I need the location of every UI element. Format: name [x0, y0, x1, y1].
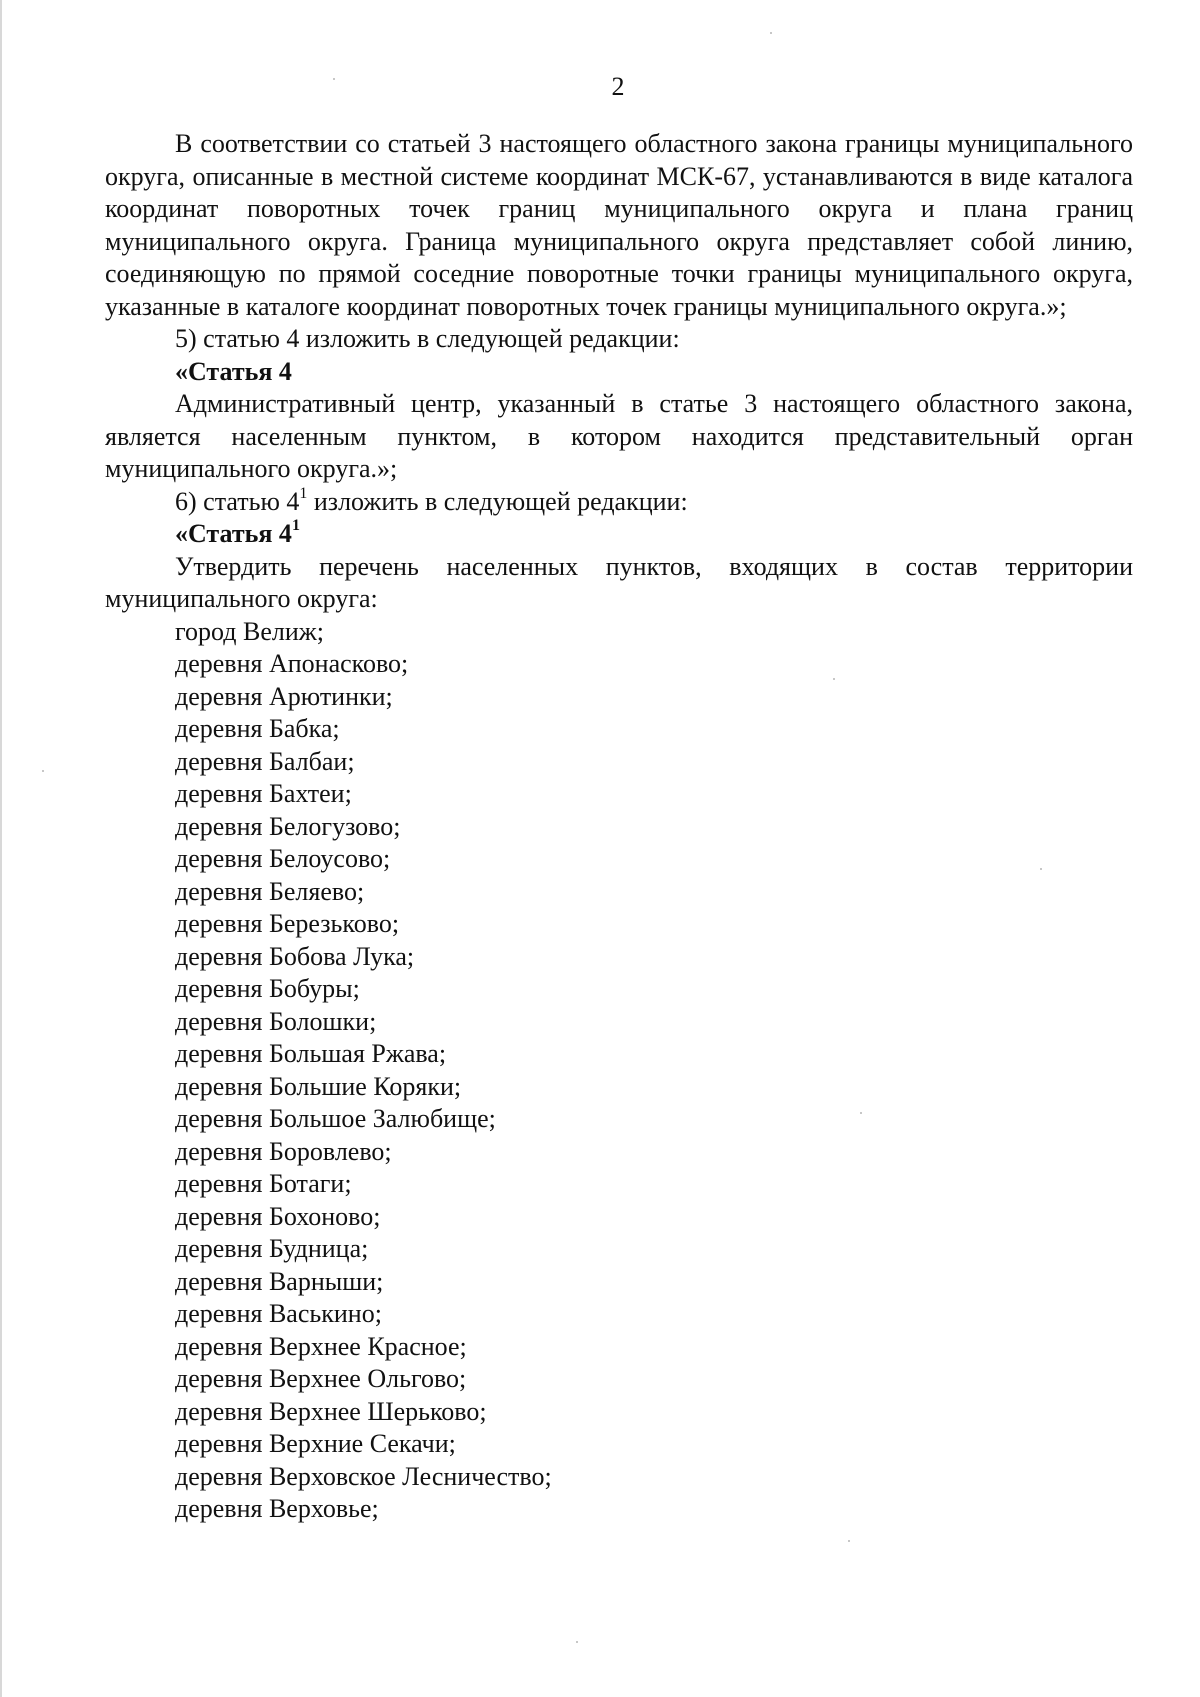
scan-speck [1040, 868, 1042, 870]
settlement-item: деревня Арютинки; [175, 681, 393, 711]
item-6-superscript: 1 [299, 484, 308, 502]
settlement-item: деревня Бохоново; [175, 1201, 381, 1231]
settlement-item: деревня Бобова Лука; [175, 941, 415, 971]
page-number: 2 [611, 72, 625, 101]
settlement-item: деревня Апонасково; [175, 649, 409, 678]
item-6 [105, 486, 1133, 519]
scan-speck [860, 1112, 862, 1114]
settlement-item: деревня Бабка; [175, 714, 340, 743]
item-5: 5) статью 4 изложить в следующей редакции: [175, 324, 680, 353]
settlement-item: деревня Верхние Секачи; [175, 1429, 456, 1458]
document-body [105, 128, 1133, 1526]
settlement-item: деревня Варныши; [175, 1266, 384, 1296]
article-4-heading: «Статья 4 [175, 356, 292, 386]
article-4-1-heading [105, 518, 1133, 551]
settlement-item: деревня Березьково; [175, 909, 400, 938]
settlement-item: деревня Верховье; [175, 1494, 379, 1523]
settlement-item: деревня Бобуры; [175, 974, 360, 1003]
article-4-1-superscript: 1 [291, 517, 300, 535]
settlement-item: деревня Беляево; [175, 876, 365, 906]
settlement-item: деревня Верхнее Красное; [175, 1331, 467, 1361]
settlement-item: деревня Верхнее Шерьково; [175, 1396, 487, 1426]
settlement-item: деревня Ботаги; [175, 1169, 352, 1198]
article-4-text: Административный центр, указанный в статье 3 настоящего областного закона, является населенным пунктом, в котором находится представительный орган муниципального округа.»; [105, 389, 1133, 483]
settlement-item: деревня Балбаи; [175, 746, 355, 776]
scan-speck [576, 1641, 578, 1643]
settlement-item: деревня Белоусово; [175, 844, 391, 873]
scan-edge [0, 0, 2, 1697]
settlement-item: город Велиж; [175, 616, 324, 646]
settlement-item: деревня Болошки; [175, 1006, 377, 1036]
settlement-item: деревня Васькино; [175, 1299, 382, 1328]
settlement-item: деревня Бахтеи; [175, 779, 352, 808]
scan-speck [833, 678, 835, 680]
settlement-item: деревня Большая Ржава; [175, 1039, 447, 1068]
scan-speck [42, 770, 44, 772]
settlement-item: деревня Будница; [175, 1234, 369, 1263]
boundary-paragraph: В соответствии со статьей 3 настоящего областного закона границы муниципального округа, описанные в местной системе координат МСК-67, устанавливаются в виде каталога координат поворотных точек границ муниципального округа и плана границ муниципального округа. Граница муниципального округа представляет собой линию, соединяющую по прямой соседние поворотные точки границы муниципального округа, указанные в каталоге координат поворотных точек границы муниципального округа.»; [105, 129, 1133, 321]
article-4-1-heading-text: «Статья 4 [175, 519, 292, 548]
settlement-item: деревня Белогузово; [175, 811, 401, 841]
scan-speck [770, 32, 772, 34]
item-6-text: 6) статью 4 [175, 486, 300, 516]
scan-speck [848, 1540, 850, 1542]
settlement-item: деревня Большое Залюбище; [175, 1104, 496, 1133]
scan-speck [333, 78, 335, 80]
settlement-item: деревня Большие Коряки; [175, 1071, 462, 1101]
settlement-item: деревня Боровлево; [175, 1136, 392, 1166]
approve-list-paragraph: Утвердить перечень населенных пунктов, входящих в состав территории муниципального округа: [105, 551, 1133, 613]
settlement-item: деревня Верхнее Ольгово; [175, 1364, 467, 1393]
item-6-text-end: изложить в следующей редакции: [307, 486, 688, 516]
settlement-list [105, 616, 1133, 1526]
settlement-item: деревня Верховское Лесничество; [175, 1461, 552, 1491]
